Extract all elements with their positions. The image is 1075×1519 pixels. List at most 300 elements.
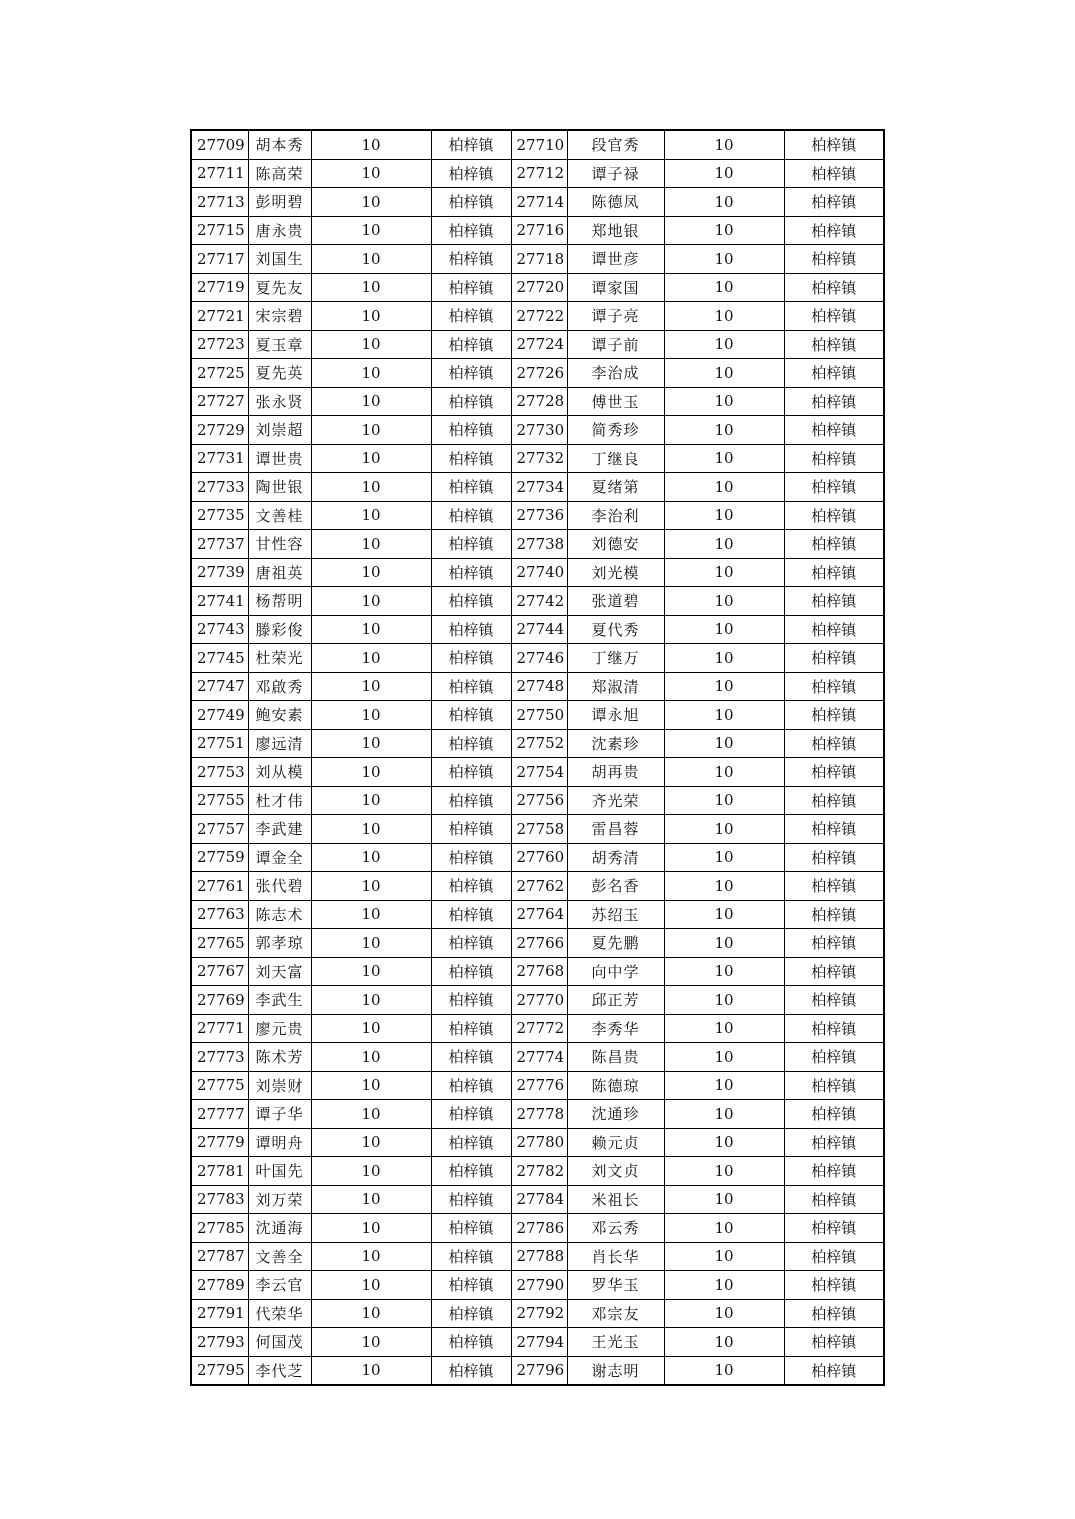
person-name-cell: 雷昌蓉: [567, 815, 664, 844]
record-id-cell: 27792: [511, 1299, 567, 1328]
person-name-cell: 叶国先: [248, 1157, 311, 1186]
town-cell: 柏梓镇: [431, 729, 511, 758]
table-row: [191, 1356, 884, 1385]
person-name-cell: 傅世玉: [567, 387, 664, 416]
record-id-cell: 27750: [511, 701, 567, 730]
person-name-cell: 简秀珍: [567, 416, 664, 445]
town-cell: 柏梓镇: [431, 1299, 511, 1328]
amount-cell: 10: [664, 872, 784, 901]
amount-cell: 10: [311, 815, 431, 844]
person-name-cell: 彭明碧: [248, 188, 311, 217]
amount-cell: 10: [311, 615, 431, 644]
record-id-cell: 27752: [511, 729, 567, 758]
person-name-cell: 廖远清: [248, 729, 311, 758]
record-id-cell: 27712: [511, 159, 567, 188]
amount-cell: 10: [311, 644, 431, 673]
person-name-cell: 夏先英: [248, 359, 311, 388]
table-row: [191, 729, 884, 758]
town-cell: 柏梓镇: [431, 330, 511, 359]
person-name-cell: 李武生: [248, 986, 311, 1015]
town-cell: 柏梓镇: [784, 1299, 884, 1328]
person-name-cell: 肖长华: [567, 1242, 664, 1271]
amount-cell: 10: [664, 188, 784, 217]
town-cell: 柏梓镇: [431, 1185, 511, 1214]
amount-cell: 10: [664, 729, 784, 758]
person-name-cell: 李秀华: [567, 1014, 664, 1043]
table-row: [191, 815, 884, 844]
amount-cell: 10: [664, 130, 784, 159]
amount-cell: 10: [311, 1185, 431, 1214]
table-row: [191, 1128, 884, 1157]
amount-cell: 10: [311, 501, 431, 530]
table-row: [191, 216, 884, 245]
amount-cell: 10: [311, 729, 431, 758]
town-cell: 柏梓镇: [431, 615, 511, 644]
amount-cell: 10: [311, 1328, 431, 1357]
record-id-cell: 27773: [191, 1043, 248, 1072]
amount-cell: 10: [311, 1214, 431, 1243]
town-cell: 柏梓镇: [431, 929, 511, 958]
person-name-cell: 丁继万: [567, 644, 664, 673]
record-id-cell: 27749: [191, 701, 248, 730]
person-name-cell: 陶世银: [248, 473, 311, 502]
person-name-cell: 刘从模: [248, 758, 311, 787]
town-cell: 柏梓镇: [431, 359, 511, 388]
amount-cell: 10: [311, 558, 431, 587]
amount-cell: 10: [311, 1043, 431, 1072]
amount-cell: 10: [311, 587, 431, 616]
town-cell: 柏梓镇: [431, 587, 511, 616]
record-id-cell: 27728: [511, 387, 567, 416]
person-name-cell: 陈术芳: [248, 1043, 311, 1072]
person-name-cell: 罗华玉: [567, 1271, 664, 1300]
record-id-cell: 27791: [191, 1299, 248, 1328]
person-name-cell: 夏绪第: [567, 473, 664, 502]
amount-cell: 10: [664, 330, 784, 359]
table-row: [191, 1071, 884, 1100]
amount-cell: 10: [311, 758, 431, 787]
person-name-cell: 郑地银: [567, 216, 664, 245]
amount-cell: 10: [664, 216, 784, 245]
person-name-cell: 向中学: [567, 957, 664, 986]
town-cell: 柏梓镇: [431, 558, 511, 587]
town-cell: 柏梓镇: [784, 843, 884, 872]
town-cell: 柏梓镇: [784, 644, 884, 673]
table-row: [191, 615, 884, 644]
table-row: [191, 416, 884, 445]
record-id-cell: 27771: [191, 1014, 248, 1043]
record-id-cell: 27761: [191, 872, 248, 901]
town-cell: 柏梓镇: [431, 701, 511, 730]
amount-cell: 10: [311, 872, 431, 901]
amount-cell: 10: [311, 216, 431, 245]
table-row: [191, 1328, 884, 1357]
amount-cell: 10: [311, 330, 431, 359]
record-id-cell: 27719: [191, 273, 248, 302]
person-name-cell: 陈志术: [248, 900, 311, 929]
person-name-cell: 刘崇财: [248, 1071, 311, 1100]
amount-cell: 10: [664, 473, 784, 502]
amount-cell: 10: [311, 473, 431, 502]
table-row: [191, 130, 884, 159]
town-cell: 柏梓镇: [431, 501, 511, 530]
record-id-cell: 27736: [511, 501, 567, 530]
person-name-cell: 刘崇超: [248, 416, 311, 445]
amount-cell: 10: [311, 900, 431, 929]
record-id-cell: 27732: [511, 444, 567, 473]
record-id-cell: 27787: [191, 1242, 248, 1271]
person-name-cell: 胡秀清: [567, 843, 664, 872]
town-cell: 柏梓镇: [784, 1157, 884, 1186]
town-cell: 柏梓镇: [431, 1100, 511, 1129]
record-id-cell: 27743: [191, 615, 248, 644]
person-name-cell: 陈昌贵: [567, 1043, 664, 1072]
record-id-cell: 27715: [191, 216, 248, 245]
amount-cell: 10: [664, 615, 784, 644]
amount-cell: 10: [664, 530, 784, 559]
table-row: [191, 1299, 884, 1328]
town-cell: 柏梓镇: [784, 815, 884, 844]
record-id-cell: 27740: [511, 558, 567, 587]
table-row: [191, 501, 884, 530]
table-row: [191, 359, 884, 388]
amount-cell: 10: [311, 387, 431, 416]
town-cell: 柏梓镇: [784, 672, 884, 701]
table-row: [191, 758, 884, 787]
table-row: [191, 986, 884, 1015]
person-name-cell: 邓啟秀: [248, 672, 311, 701]
record-id-cell: 27718: [511, 245, 567, 274]
record-id-cell: 27777: [191, 1100, 248, 1129]
table-row: [191, 1157, 884, 1186]
roster-table: [190, 129, 885, 1386]
person-name-cell: 滕彩俊: [248, 615, 311, 644]
person-name-cell: 唐永贵: [248, 216, 311, 245]
table-row: [191, 1043, 884, 1072]
person-name-cell: 邱正芳: [567, 986, 664, 1015]
town-cell: 柏梓镇: [431, 786, 511, 815]
amount-cell: 10: [664, 929, 784, 958]
table-row: [191, 843, 884, 872]
town-cell: 柏梓镇: [784, 558, 884, 587]
town-cell: 柏梓镇: [784, 387, 884, 416]
amount-cell: 10: [311, 130, 431, 159]
amount-cell: 10: [311, 530, 431, 559]
person-name-cell: 唐祖英: [248, 558, 311, 587]
town-cell: 柏梓镇: [431, 672, 511, 701]
town-cell: 柏梓镇: [431, 416, 511, 445]
amount-cell: 10: [311, 957, 431, 986]
amount-cell: 10: [664, 1242, 784, 1271]
town-cell: 柏梓镇: [431, 245, 511, 274]
record-id-cell: 27781: [191, 1157, 248, 1186]
person-name-cell: 谭永旭: [567, 701, 664, 730]
amount-cell: 10: [664, 444, 784, 473]
person-name-cell: 夏代秀: [567, 615, 664, 644]
amount-cell: 10: [311, 1014, 431, 1043]
town-cell: 柏梓镇: [784, 786, 884, 815]
record-id-cell: 27744: [511, 615, 567, 644]
record-id-cell: 27717: [191, 245, 248, 274]
table-row: [191, 302, 884, 331]
amount-cell: 10: [311, 416, 431, 445]
amount-cell: 10: [664, 245, 784, 274]
table-row: [191, 387, 884, 416]
town-cell: 柏梓镇: [431, 473, 511, 502]
record-id-cell: 27769: [191, 986, 248, 1015]
amount-cell: 10: [311, 786, 431, 815]
person-name-cell: 鲍安素: [248, 701, 311, 730]
table-row: [191, 1242, 884, 1271]
record-id-cell: 27727: [191, 387, 248, 416]
record-id-cell: 27757: [191, 815, 248, 844]
table-row: [191, 672, 884, 701]
person-name-cell: 廖元贵: [248, 1014, 311, 1043]
record-id-cell: 27755: [191, 786, 248, 815]
record-id-cell: 27778: [511, 1100, 567, 1129]
amount-cell: 10: [664, 587, 784, 616]
record-id-cell: 27748: [511, 672, 567, 701]
person-name-cell: 谭子前: [567, 330, 664, 359]
amount-cell: 10: [664, 1014, 784, 1043]
record-id-cell: 27733: [191, 473, 248, 502]
table-row: [191, 530, 884, 559]
town-cell: 柏梓镇: [784, 758, 884, 787]
person-name-cell: 沈通珍: [567, 1100, 664, 1129]
amount-cell: 10: [311, 1157, 431, 1186]
record-id-cell: 27780: [511, 1128, 567, 1157]
table-row: [191, 273, 884, 302]
town-cell: 柏梓镇: [784, 1356, 884, 1385]
town-cell: 柏梓镇: [784, 1185, 884, 1214]
amount-cell: 10: [664, 159, 784, 188]
person-name-cell: 杜才伟: [248, 786, 311, 815]
record-id-cell: 27721: [191, 302, 248, 331]
record-id-cell: 27716: [511, 216, 567, 245]
record-id-cell: 27794: [511, 1328, 567, 1357]
amount-cell: 10: [311, 986, 431, 1015]
town-cell: 柏梓镇: [784, 130, 884, 159]
person-name-cell: 齐光荣: [567, 786, 664, 815]
person-name-cell: 夏玉章: [248, 330, 311, 359]
person-name-cell: 谭金全: [248, 843, 311, 872]
person-name-cell: 刘国生: [248, 245, 311, 274]
town-cell: 柏梓镇: [431, 900, 511, 929]
person-name-cell: 陈德琼: [567, 1071, 664, 1100]
record-id-cell: 27758: [511, 815, 567, 844]
town-cell: 柏梓镇: [784, 530, 884, 559]
record-id-cell: 27765: [191, 929, 248, 958]
table-row: [191, 900, 884, 929]
amount-cell: 10: [311, 245, 431, 274]
person-name-cell: 段官秀: [567, 130, 664, 159]
town-cell: 柏梓镇: [431, 1328, 511, 1357]
person-name-cell: 谭明舟: [248, 1128, 311, 1157]
person-name-cell: 沈素珍: [567, 729, 664, 758]
person-name-cell: 张道碧: [567, 587, 664, 616]
person-name-cell: 谭子华: [248, 1100, 311, 1129]
amount-cell: 10: [664, 815, 784, 844]
amount-cell: 10: [664, 986, 784, 1015]
amount-cell: 10: [664, 1271, 784, 1300]
record-id-cell: 27751: [191, 729, 248, 758]
town-cell: 柏梓镇: [784, 587, 884, 616]
record-id-cell: 27786: [511, 1214, 567, 1243]
town-cell: 柏梓镇: [784, 957, 884, 986]
record-id-cell: 27795: [191, 1356, 248, 1385]
person-name-cell: 郑淑清: [567, 672, 664, 701]
record-id-cell: 27785: [191, 1214, 248, 1243]
table-row: [191, 1185, 884, 1214]
town-cell: 柏梓镇: [784, 501, 884, 530]
record-id-cell: 27783: [191, 1185, 248, 1214]
table-row: [191, 245, 884, 274]
table-row: [191, 558, 884, 587]
person-name-cell: 何国茂: [248, 1328, 311, 1357]
record-id-cell: 27774: [511, 1043, 567, 1072]
person-name-cell: 刘光模: [567, 558, 664, 587]
record-id-cell: 27726: [511, 359, 567, 388]
table-row: [191, 929, 884, 958]
amount-cell: 10: [664, 273, 784, 302]
town-cell: 柏梓镇: [784, 1071, 884, 1100]
town-cell: 柏梓镇: [784, 159, 884, 188]
record-id-cell: 27766: [511, 929, 567, 958]
record-id-cell: 27796: [511, 1356, 567, 1385]
town-cell: 柏梓镇: [784, 1271, 884, 1300]
amount-cell: 10: [664, 1356, 784, 1385]
amount-cell: 10: [311, 1128, 431, 1157]
amount-cell: 10: [664, 1043, 784, 1072]
record-id-cell: 27725: [191, 359, 248, 388]
town-cell: 柏梓镇: [784, 1128, 884, 1157]
town-cell: 柏梓镇: [784, 1043, 884, 1072]
record-id-cell: 27770: [511, 986, 567, 1015]
table-row: [191, 587, 884, 616]
amount-cell: 10: [664, 644, 784, 673]
town-cell: 柏梓镇: [784, 872, 884, 901]
record-id-cell: 27746: [511, 644, 567, 673]
record-id-cell: 27737: [191, 530, 248, 559]
record-id-cell: 27754: [511, 758, 567, 787]
town-cell: 柏梓镇: [431, 530, 511, 559]
town-cell: 柏梓镇: [431, 387, 511, 416]
town-cell: 柏梓镇: [784, 416, 884, 445]
amount-cell: 10: [664, 1328, 784, 1357]
record-id-cell: 27784: [511, 1185, 567, 1214]
town-cell: 柏梓镇: [431, 188, 511, 217]
town-cell: 柏梓镇: [784, 302, 884, 331]
record-id-cell: 27738: [511, 530, 567, 559]
person-name-cell: 谭子禄: [567, 159, 664, 188]
town-cell: 柏梓镇: [431, 1043, 511, 1072]
record-id-cell: 27756: [511, 786, 567, 815]
town-cell: 柏梓镇: [784, 273, 884, 302]
town-cell: 柏梓镇: [431, 1071, 511, 1100]
town-cell: 柏梓镇: [431, 302, 511, 331]
town-cell: 柏梓镇: [431, 1271, 511, 1300]
person-name-cell: 李云官: [248, 1271, 311, 1300]
record-id-cell: 27779: [191, 1128, 248, 1157]
amount-cell: 10: [664, 1185, 784, 1214]
amount-cell: 10: [664, 416, 784, 445]
person-name-cell: 谢志明: [567, 1356, 664, 1385]
table-row: [191, 330, 884, 359]
record-id-cell: 27742: [511, 587, 567, 616]
person-name-cell: 邓云秀: [567, 1214, 664, 1243]
amount-cell: 10: [664, 1214, 784, 1243]
amount-cell: 10: [311, 1271, 431, 1300]
amount-cell: 10: [664, 387, 784, 416]
person-name-cell: 刘万荣: [248, 1185, 311, 1214]
town-cell: 柏梓镇: [784, 245, 884, 274]
record-id-cell: 27764: [511, 900, 567, 929]
person-name-cell: 谭家国: [567, 273, 664, 302]
table-row: [191, 1271, 884, 1300]
town-cell: 柏梓镇: [431, 957, 511, 986]
person-name-cell: 彭名香: [567, 872, 664, 901]
town-cell: 柏梓镇: [784, 701, 884, 730]
person-name-cell: 杨帮明: [248, 587, 311, 616]
record-id-cell: 27788: [511, 1242, 567, 1271]
amount-cell: 10: [311, 273, 431, 302]
town-cell: 柏梓镇: [431, 216, 511, 245]
person-name-cell: 陈德凤: [567, 188, 664, 217]
person-name-cell: 李武建: [248, 815, 311, 844]
person-name-cell: 王光玉: [567, 1328, 664, 1357]
person-name-cell: 张代碧: [248, 872, 311, 901]
record-id-cell: 27753: [191, 758, 248, 787]
record-id-cell: 27724: [511, 330, 567, 359]
town-cell: 柏梓镇: [431, 273, 511, 302]
town-cell: 柏梓镇: [784, 473, 884, 502]
table-row: [191, 701, 884, 730]
town-cell: 柏梓镇: [431, 1242, 511, 1271]
record-id-cell: 27735: [191, 501, 248, 530]
record-id-cell: 27734: [511, 473, 567, 502]
table-row: [191, 872, 884, 901]
amount-cell: 10: [311, 1299, 431, 1328]
person-name-cell: 李代芝: [248, 1356, 311, 1385]
town-cell: 柏梓镇: [431, 444, 511, 473]
town-cell: 柏梓镇: [784, 1242, 884, 1271]
person-name-cell: 文善全: [248, 1242, 311, 1271]
town-cell: 柏梓镇: [784, 900, 884, 929]
town-cell: 柏梓镇: [431, 1157, 511, 1186]
person-name-cell: 胡再贵: [567, 758, 664, 787]
person-name-cell: 文善桂: [248, 501, 311, 530]
record-id-cell: 27768: [511, 957, 567, 986]
town-cell: 柏梓镇: [431, 815, 511, 844]
person-name-cell: 李治利: [567, 501, 664, 530]
town-cell: 柏梓镇: [431, 1014, 511, 1043]
amount-cell: 10: [664, 302, 784, 331]
record-id-cell: 27775: [191, 1071, 248, 1100]
amount-cell: 10: [311, 1356, 431, 1385]
record-id-cell: 27767: [191, 957, 248, 986]
table-row: [191, 957, 884, 986]
town-cell: 柏梓镇: [431, 159, 511, 188]
person-name-cell: 夏先友: [248, 273, 311, 302]
amount-cell: 10: [664, 1128, 784, 1157]
record-id-cell: 27709: [191, 130, 248, 159]
town-cell: 柏梓镇: [784, 729, 884, 758]
town-cell: 柏梓镇: [784, 216, 884, 245]
amount-cell: 10: [311, 444, 431, 473]
amount-cell: 10: [664, 758, 784, 787]
record-id-cell: 27710: [511, 130, 567, 159]
town-cell: 柏梓镇: [431, 1214, 511, 1243]
